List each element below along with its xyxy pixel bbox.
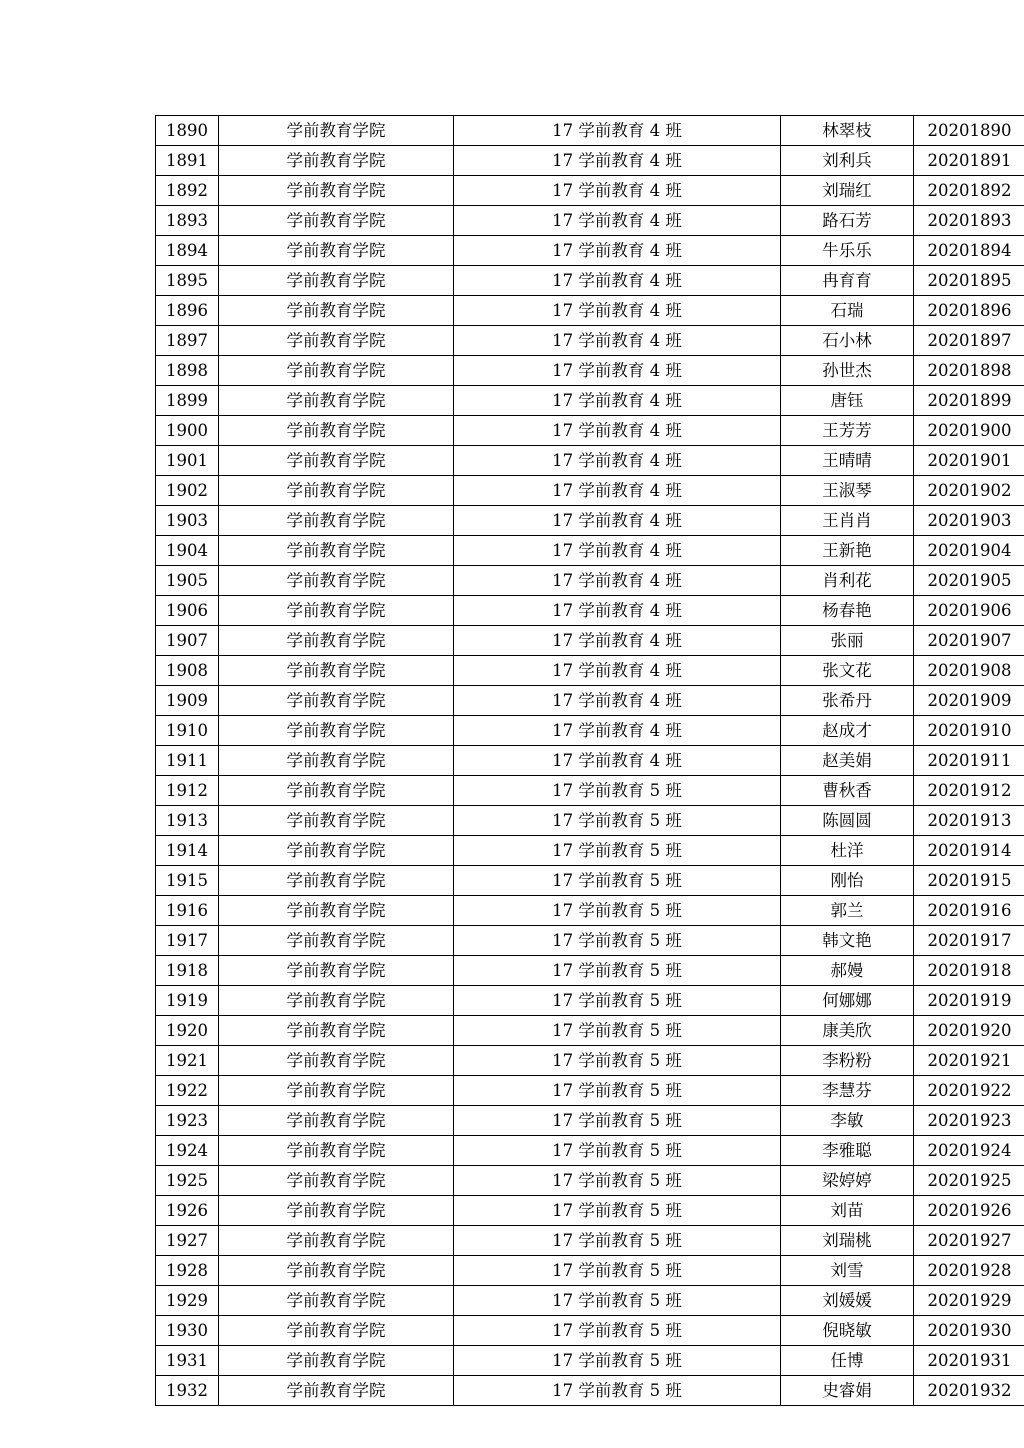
cell-name: 曹秋香 [781,776,914,806]
cell-class: 17 学前教育 5 班 [454,1106,781,1136]
cell-seq: 1910 [156,716,219,746]
cell-class: 17 学前教育 4 班 [454,446,781,476]
cell-class: 17 学前教育 5 班 [454,836,781,866]
cell-seq: 1900 [156,416,219,446]
cell-student-id: 20201896 [914,296,1024,326]
cell-name: 刚怡 [781,866,914,896]
cell-seq: 1911 [156,746,219,776]
cell-name: 杜洋 [781,836,914,866]
table-row [156,116,1024,146]
cell-name: 陈圆圆 [781,806,914,836]
cell-name: 王芳芳 [781,416,914,446]
cell-college: 学前教育学院 [219,446,454,476]
cell-name: 王新艳 [781,536,914,566]
cell-college: 学前教育学院 [219,116,454,146]
cell-student-id: 20201910 [914,716,1024,746]
cell-seq: 1919 [156,986,219,1016]
cell-college: 学前教育学院 [219,356,454,386]
cell-student-id: 20201908 [914,656,1024,686]
cell-seq: 1928 [156,1256,219,1286]
cell-name: 王肖肖 [781,506,914,536]
cell-name: 刘媛媛 [781,1286,914,1316]
cell-name: 史睿娟 [781,1376,914,1406]
cell-name: 张丽 [781,626,914,656]
cell-name: 王晴晴 [781,446,914,476]
cell-class: 17 学前教育 5 班 [454,896,781,926]
cell-student-id: 20201917 [914,926,1024,956]
cell-name: 刘雪 [781,1256,914,1286]
cell-class: 17 学前教育 4 班 [454,596,781,626]
cell-student-id: 20201897 [914,326,1024,356]
cell-seq: 1904 [156,536,219,566]
cell-college: 学前教育学院 [219,1136,454,1166]
table-row [156,176,1024,206]
cell-college: 学前教育学院 [219,596,454,626]
cell-student-id: 20201919 [914,986,1024,1016]
cell-student-id: 20201931 [914,1346,1024,1376]
cell-class: 17 学前教育 4 班 [454,536,781,566]
cell-seq: 1925 [156,1166,219,1196]
cell-class: 17 学前教育 4 班 [454,326,781,356]
cell-name: 杨春艳 [781,596,914,626]
roster-table-container [155,115,1012,1406]
cell-name: 赵美娟 [781,746,914,776]
cell-class: 17 学前教育 5 班 [454,776,781,806]
cell-name: 任博 [781,1346,914,1376]
cell-student-id: 20201899 [914,386,1024,416]
cell-name: 刘苗 [781,1196,914,1226]
cell-student-id: 20201918 [914,956,1024,986]
cell-class: 17 学前教育 4 班 [454,626,781,656]
cell-seq: 1929 [156,1286,219,1316]
table-row [156,806,1024,836]
cell-college: 学前教育学院 [219,746,454,776]
cell-college: 学前教育学院 [219,296,454,326]
cell-seq: 1930 [156,1316,219,1346]
table-row [156,836,1024,866]
cell-name: 刘瑞桃 [781,1226,914,1256]
table-row [156,1046,1024,1076]
cell-class: 17 学前教育 5 班 [454,1046,781,1076]
cell-class: 17 学前教育 5 班 [454,1136,781,1166]
cell-seq: 1926 [156,1196,219,1226]
cell-class: 17 学前教育 4 班 [454,686,781,716]
cell-student-id: 20201920 [914,1016,1024,1046]
cell-student-id: 20201928 [914,1256,1024,1286]
cell-student-id: 20201923 [914,1106,1024,1136]
cell-college: 学前教育学院 [219,1076,454,1106]
cell-college: 学前教育学院 [219,986,454,1016]
cell-name: 郭兰 [781,896,914,926]
cell-seq: 1893 [156,206,219,236]
cell-college: 学前教育学院 [219,476,454,506]
cell-college: 学前教育学院 [219,836,454,866]
cell-student-id: 20201926 [914,1196,1024,1226]
cell-name: 倪晓敏 [781,1316,914,1346]
cell-class: 17 学前教育 5 班 [454,1316,781,1346]
cell-seq: 1905 [156,566,219,596]
cell-student-id: 20201921 [914,1046,1024,1076]
table-row [156,446,1024,476]
cell-class: 17 学前教育 5 班 [454,806,781,836]
cell-student-id: 20201891 [914,146,1024,176]
table-row [156,776,1024,806]
cell-name: 牛乐乐 [781,236,914,266]
cell-class: 17 学前教育 4 班 [454,746,781,776]
table-row [156,566,1024,596]
cell-seq: 1927 [156,1226,219,1256]
cell-college: 学前教育学院 [219,206,454,236]
cell-name: 孙世杰 [781,356,914,386]
cell-class: 17 学前教育 5 班 [454,1196,781,1226]
cell-college: 学前教育学院 [219,956,454,986]
cell-seq: 1931 [156,1346,219,1376]
cell-student-id: 20201912 [914,776,1024,806]
table-row [156,536,1024,566]
cell-name: 石瑞 [781,296,914,326]
cell-college: 学前教育学院 [219,866,454,896]
cell-name: 康美欣 [781,1016,914,1046]
cell-seq: 1921 [156,1046,219,1076]
table-row [156,926,1024,956]
cell-college: 学前教育学院 [219,1286,454,1316]
roster-table [155,115,1024,1406]
cell-college: 学前教育学院 [219,326,454,356]
cell-college: 学前教育学院 [219,266,454,296]
cell-student-id: 20201930 [914,1316,1024,1346]
table-row [156,1106,1024,1136]
table-row [156,1346,1024,1376]
cell-college: 学前教育学院 [219,176,454,206]
cell-student-id: 20201911 [914,746,1024,776]
cell-student-id: 20201916 [914,896,1024,926]
cell-student-id: 20201932 [914,1376,1024,1406]
table-row [156,416,1024,446]
cell-college: 学前教育学院 [219,896,454,926]
cell-student-id: 20201895 [914,266,1024,296]
table-row [156,1226,1024,1256]
cell-student-id: 20201904 [914,536,1024,566]
cell-class: 17 学前教育 4 班 [454,296,781,326]
cell-seq: 1932 [156,1376,219,1406]
cell-name: 李敏 [781,1106,914,1136]
cell-college: 学前教育学院 [219,716,454,746]
cell-student-id: 20201900 [914,416,1024,446]
cell-seq: 1902 [156,476,219,506]
cell-student-id: 20201902 [914,476,1024,506]
table-row [156,866,1024,896]
cell-college: 学前教育学院 [219,386,454,416]
cell-college: 学前教育学院 [219,1256,454,1286]
cell-college: 学前教育学院 [219,1226,454,1256]
cell-name: 石小林 [781,326,914,356]
cell-name: 王淑琴 [781,476,914,506]
cell-college: 学前教育学院 [219,1046,454,1076]
cell-college: 学前教育学院 [219,566,454,596]
cell-student-id: 20201914 [914,836,1024,866]
cell-student-id: 20201909 [914,686,1024,716]
cell-college: 学前教育学院 [219,506,454,536]
cell-student-id: 20201890 [914,116,1024,146]
cell-class: 17 学前教育 5 班 [454,866,781,896]
cell-college: 学前教育学院 [219,1196,454,1226]
cell-seq: 1895 [156,266,219,296]
cell-student-id: 20201927 [914,1226,1024,1256]
cell-student-id: 20201925 [914,1166,1024,1196]
cell-class: 17 学前教育 4 班 [454,386,781,416]
table-row [156,986,1024,1016]
cell-college: 学前教育学院 [219,146,454,176]
cell-seq: 1891 [156,146,219,176]
cell-student-id: 20201924 [914,1136,1024,1166]
cell-seq: 1897 [156,326,219,356]
cell-class: 17 学前教育 4 班 [454,236,781,266]
table-row [156,656,1024,686]
cell-name: 张文花 [781,656,914,686]
cell-name: 何娜娜 [781,986,914,1016]
cell-college: 学前教育学院 [219,1166,454,1196]
cell-seq: 1894 [156,236,219,266]
cell-seq: 1906 [156,596,219,626]
cell-student-id: 20201905 [914,566,1024,596]
cell-seq: 1912 [156,776,219,806]
cell-college: 学前教育学院 [219,416,454,446]
cell-seq: 1899 [156,386,219,416]
cell-student-id: 20201894 [914,236,1024,266]
cell-name: 张希丹 [781,686,914,716]
table-row [156,1256,1024,1286]
cell-college: 学前教育学院 [219,1016,454,1046]
cell-class: 17 学前教育 5 班 [454,1076,781,1106]
cell-college: 学前教育学院 [219,1316,454,1346]
cell-name: 李粉粉 [781,1046,914,1076]
cell-class: 17 学前教育 5 班 [454,1376,781,1406]
table-row [156,1196,1024,1226]
cell-college: 学前教育学院 [219,656,454,686]
table-row [156,476,1024,506]
cell-college: 学前教育学院 [219,686,454,716]
cell-college: 学前教育学院 [219,536,454,566]
table-row [156,146,1024,176]
cell-class: 17 学前教育 5 班 [454,956,781,986]
table-row [156,1166,1024,1196]
cell-class: 17 学前教育 4 班 [454,116,781,146]
roster-table-body [156,116,1024,1406]
cell-seq: 1923 [156,1106,219,1136]
cell-name: 李慧芬 [781,1076,914,1106]
cell-college: 学前教育学院 [219,926,454,956]
cell-college: 学前教育学院 [219,1376,454,1406]
cell-class: 17 学前教育 4 班 [454,416,781,446]
cell-seq: 1908 [156,656,219,686]
cell-name: 肖利花 [781,566,914,596]
cell-seq: 1901 [156,446,219,476]
cell-seq: 1914 [156,836,219,866]
cell-class: 17 学前教育 4 班 [454,266,781,296]
cell-seq: 1924 [156,1136,219,1166]
cell-name: 李雅聪 [781,1136,914,1166]
cell-class: 17 学前教育 4 班 [454,176,781,206]
cell-seq: 1903 [156,506,219,536]
table-row [156,1136,1024,1166]
cell-name: 刘瑞红 [781,176,914,206]
cell-name: 梁婷婷 [781,1166,914,1196]
cell-class: 17 学前教育 5 班 [454,1286,781,1316]
table-row [156,326,1024,356]
table-row [156,896,1024,926]
table-row [156,1376,1024,1406]
table-row [156,296,1024,326]
cell-class: 17 学前教育 5 班 [454,986,781,1016]
cell-student-id: 20201907 [914,626,1024,656]
cell-class: 17 学前教育 4 班 [454,206,781,236]
cell-college: 学前教育学院 [219,626,454,656]
cell-class: 17 学前教育 5 班 [454,926,781,956]
cell-student-id: 20201922 [914,1076,1024,1106]
cell-college: 学前教育学院 [219,236,454,266]
cell-class: 17 学前教育 5 班 [454,1346,781,1376]
table-row [156,1016,1024,1046]
cell-student-id: 20201903 [914,506,1024,536]
table-row [156,266,1024,296]
cell-class: 17 学前教育 5 班 [454,1016,781,1046]
cell-student-id: 20201892 [914,176,1024,206]
cell-seq: 1915 [156,866,219,896]
cell-class: 17 学前教育 5 班 [454,1226,781,1256]
table-row [156,1316,1024,1346]
table-row [156,746,1024,776]
cell-seq: 1920 [156,1016,219,1046]
cell-name: 路石芳 [781,206,914,236]
table-row [156,716,1024,746]
cell-college: 学前教育学院 [219,776,454,806]
cell-student-id: 20201929 [914,1286,1024,1316]
cell-name: 林翠枝 [781,116,914,146]
cell-seq: 1913 [156,806,219,836]
table-row [156,626,1024,656]
cell-name: 冉育育 [781,266,914,296]
cell-class: 17 学前教育 5 班 [454,1166,781,1196]
cell-class: 17 学前教育 4 班 [454,146,781,176]
cell-student-id: 20201906 [914,596,1024,626]
table-row [156,506,1024,536]
cell-seq: 1922 [156,1076,219,1106]
table-row [156,236,1024,266]
cell-college: 学前教育学院 [219,806,454,836]
cell-name: 郝嫚 [781,956,914,986]
cell-student-id: 20201898 [914,356,1024,386]
cell-class: 17 学前教育 4 班 [454,356,781,386]
cell-name: 赵成才 [781,716,914,746]
cell-seq: 1918 [156,956,219,986]
cell-class: 17 学前教育 4 班 [454,716,781,746]
cell-class: 17 学前教育 4 班 [454,506,781,536]
cell-seq: 1909 [156,686,219,716]
table-row [156,596,1024,626]
cell-class: 17 学前教育 4 班 [454,476,781,506]
cell-seq: 1916 [156,896,219,926]
cell-seq: 1892 [156,176,219,206]
cell-seq: 1898 [156,356,219,386]
cell-college: 学前教育学院 [219,1106,454,1136]
cell-student-id: 20201893 [914,206,1024,236]
cell-class: 17 学前教育 4 班 [454,566,781,596]
cell-seq: 1917 [156,926,219,956]
cell-seq: 1890 [156,116,219,146]
cell-student-id: 20201915 [914,866,1024,896]
cell-student-id: 20201901 [914,446,1024,476]
table-row [156,686,1024,716]
table-row [156,1286,1024,1316]
table-row [156,356,1024,386]
cell-seq: 1896 [156,296,219,326]
table-row [156,1076,1024,1106]
cell-seq: 1907 [156,626,219,656]
cell-class: 17 学前教育 5 班 [454,1256,781,1286]
cell-name: 韩文艳 [781,926,914,956]
cell-name: 唐钰 [781,386,914,416]
cell-class: 17 学前教育 4 班 [454,656,781,686]
table-row [156,206,1024,236]
cell-student-id: 20201913 [914,806,1024,836]
cell-college: 学前教育学院 [219,1346,454,1376]
cell-name: 刘利兵 [781,146,914,176]
table-row [156,956,1024,986]
table-row [156,386,1024,416]
